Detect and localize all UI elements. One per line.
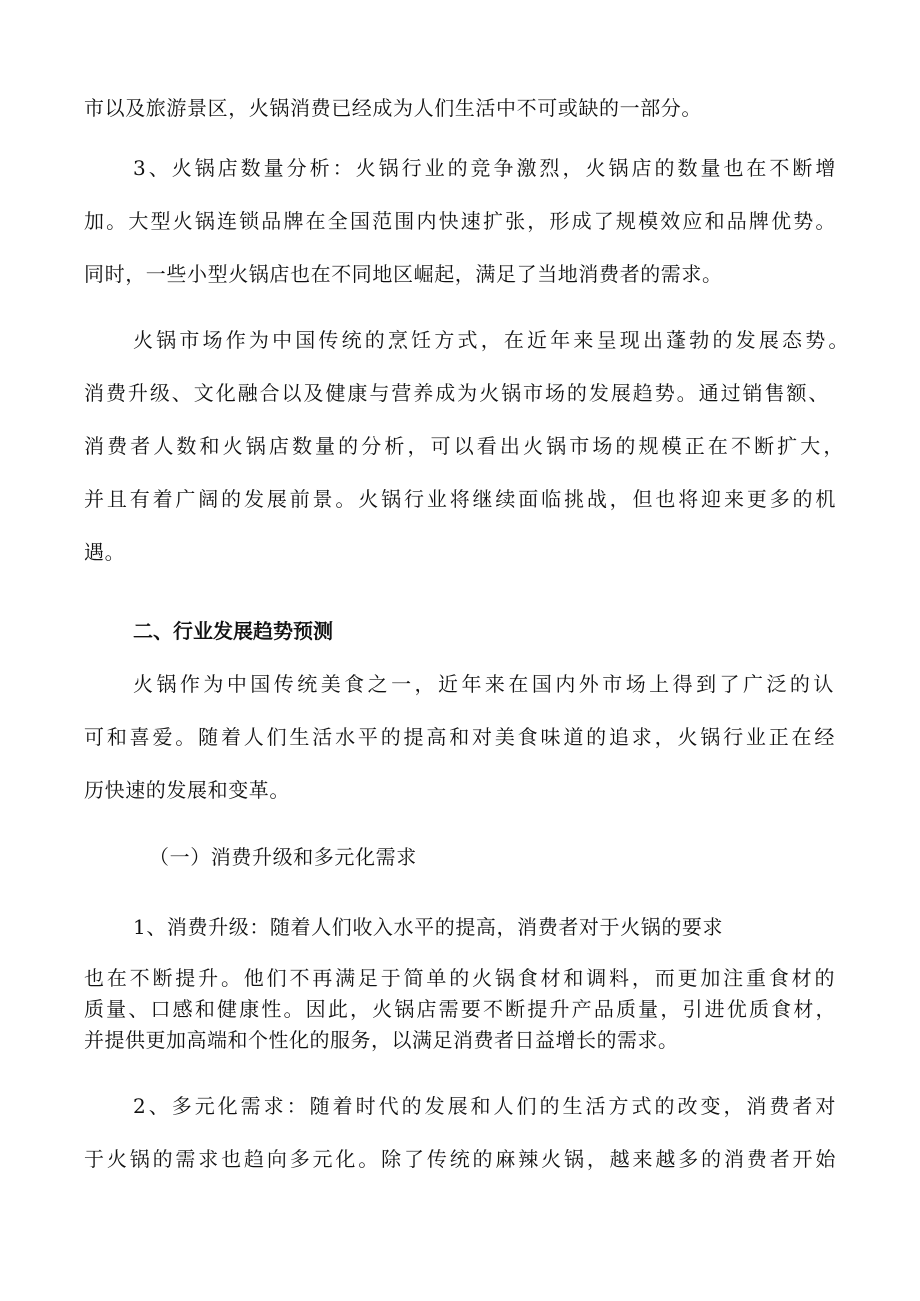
paragraph-line: 并提供更加高端和个性化的服务，以满足消费者日益增长的需求。 (84, 1028, 679, 1052)
paragraph-line: 遇。 (84, 540, 126, 564)
paragraph-line: 于火锅的需求也趋向多元化。除了传统的麻辣火锅，越来越多的消费者开始 (84, 1147, 836, 1171)
paragraph-line: 3、火锅店数量分析：火锅行业的竞争激烈，火锅店的数量也在不断增 (133, 156, 836, 180)
paragraph-line: 2、多元化需求：随着时代的发展和人们的生活方式的改变，消费者对 (133, 1094, 836, 1118)
paragraph-line: 同时，一些小型火锅店也在不同地区崛起，满足了当地消费者的需求。 (84, 262, 723, 286)
paragraph-line: 也在不断提升。他们不再满足于简单的火锅食材和调料，而更加注重食材的 (84, 966, 835, 990)
paragraph-line: 加。大型火锅连锁品牌在全国范围内快速扩张，形成了规模效应和品牌优势。 (84, 209, 836, 233)
paragraph-line: 消费升级、文化融合以及健康与营养成为火锅市场的发展趋势。通过销售额、 (84, 381, 829, 405)
paragraph-line: 市以及旅游景区，火锅消费已经成为人们生活中不可或缺的一部分。 (84, 96, 702, 120)
section-heading: 二、行业发展趋势预测 (133, 619, 333, 643)
paragraph-line: 并且有着广阔的发展前景。火锅行业将继续面临挑战，但也将迎来更多的机 (84, 487, 836, 511)
paragraph-line: 质量、口感和健康性。因此，火锅店需要不断提升产品质量，引进优质食材， (84, 997, 836, 1021)
paragraph-line: 火锅市场作为中国传统的烹饪方式，在近年来呈现出蓬勃的发展态势。 (133, 328, 849, 352)
paragraph-line: 1、消费升级：随着人们收入水平的提高，消费者对于火锅的要求 (133, 915, 724, 939)
subsection-heading: （一）消费升级和多元化需求 (149, 845, 417, 869)
paragraph-line: 历快速的发展和变革。 (84, 778, 290, 802)
paragraph-line: 可和喜爱。随着人们生活水平的提高和对美食味道的追求，火锅行业正在经 (84, 725, 835, 749)
paragraph-line: 火锅作为中国传统美食之一，近年来在国内外市场上得到了广泛的认 (133, 672, 834, 696)
paragraph-line: 消费者人数和火锅店数量的分析，可以看出火锅市场的规模正在不断扩大， (84, 434, 844, 458)
